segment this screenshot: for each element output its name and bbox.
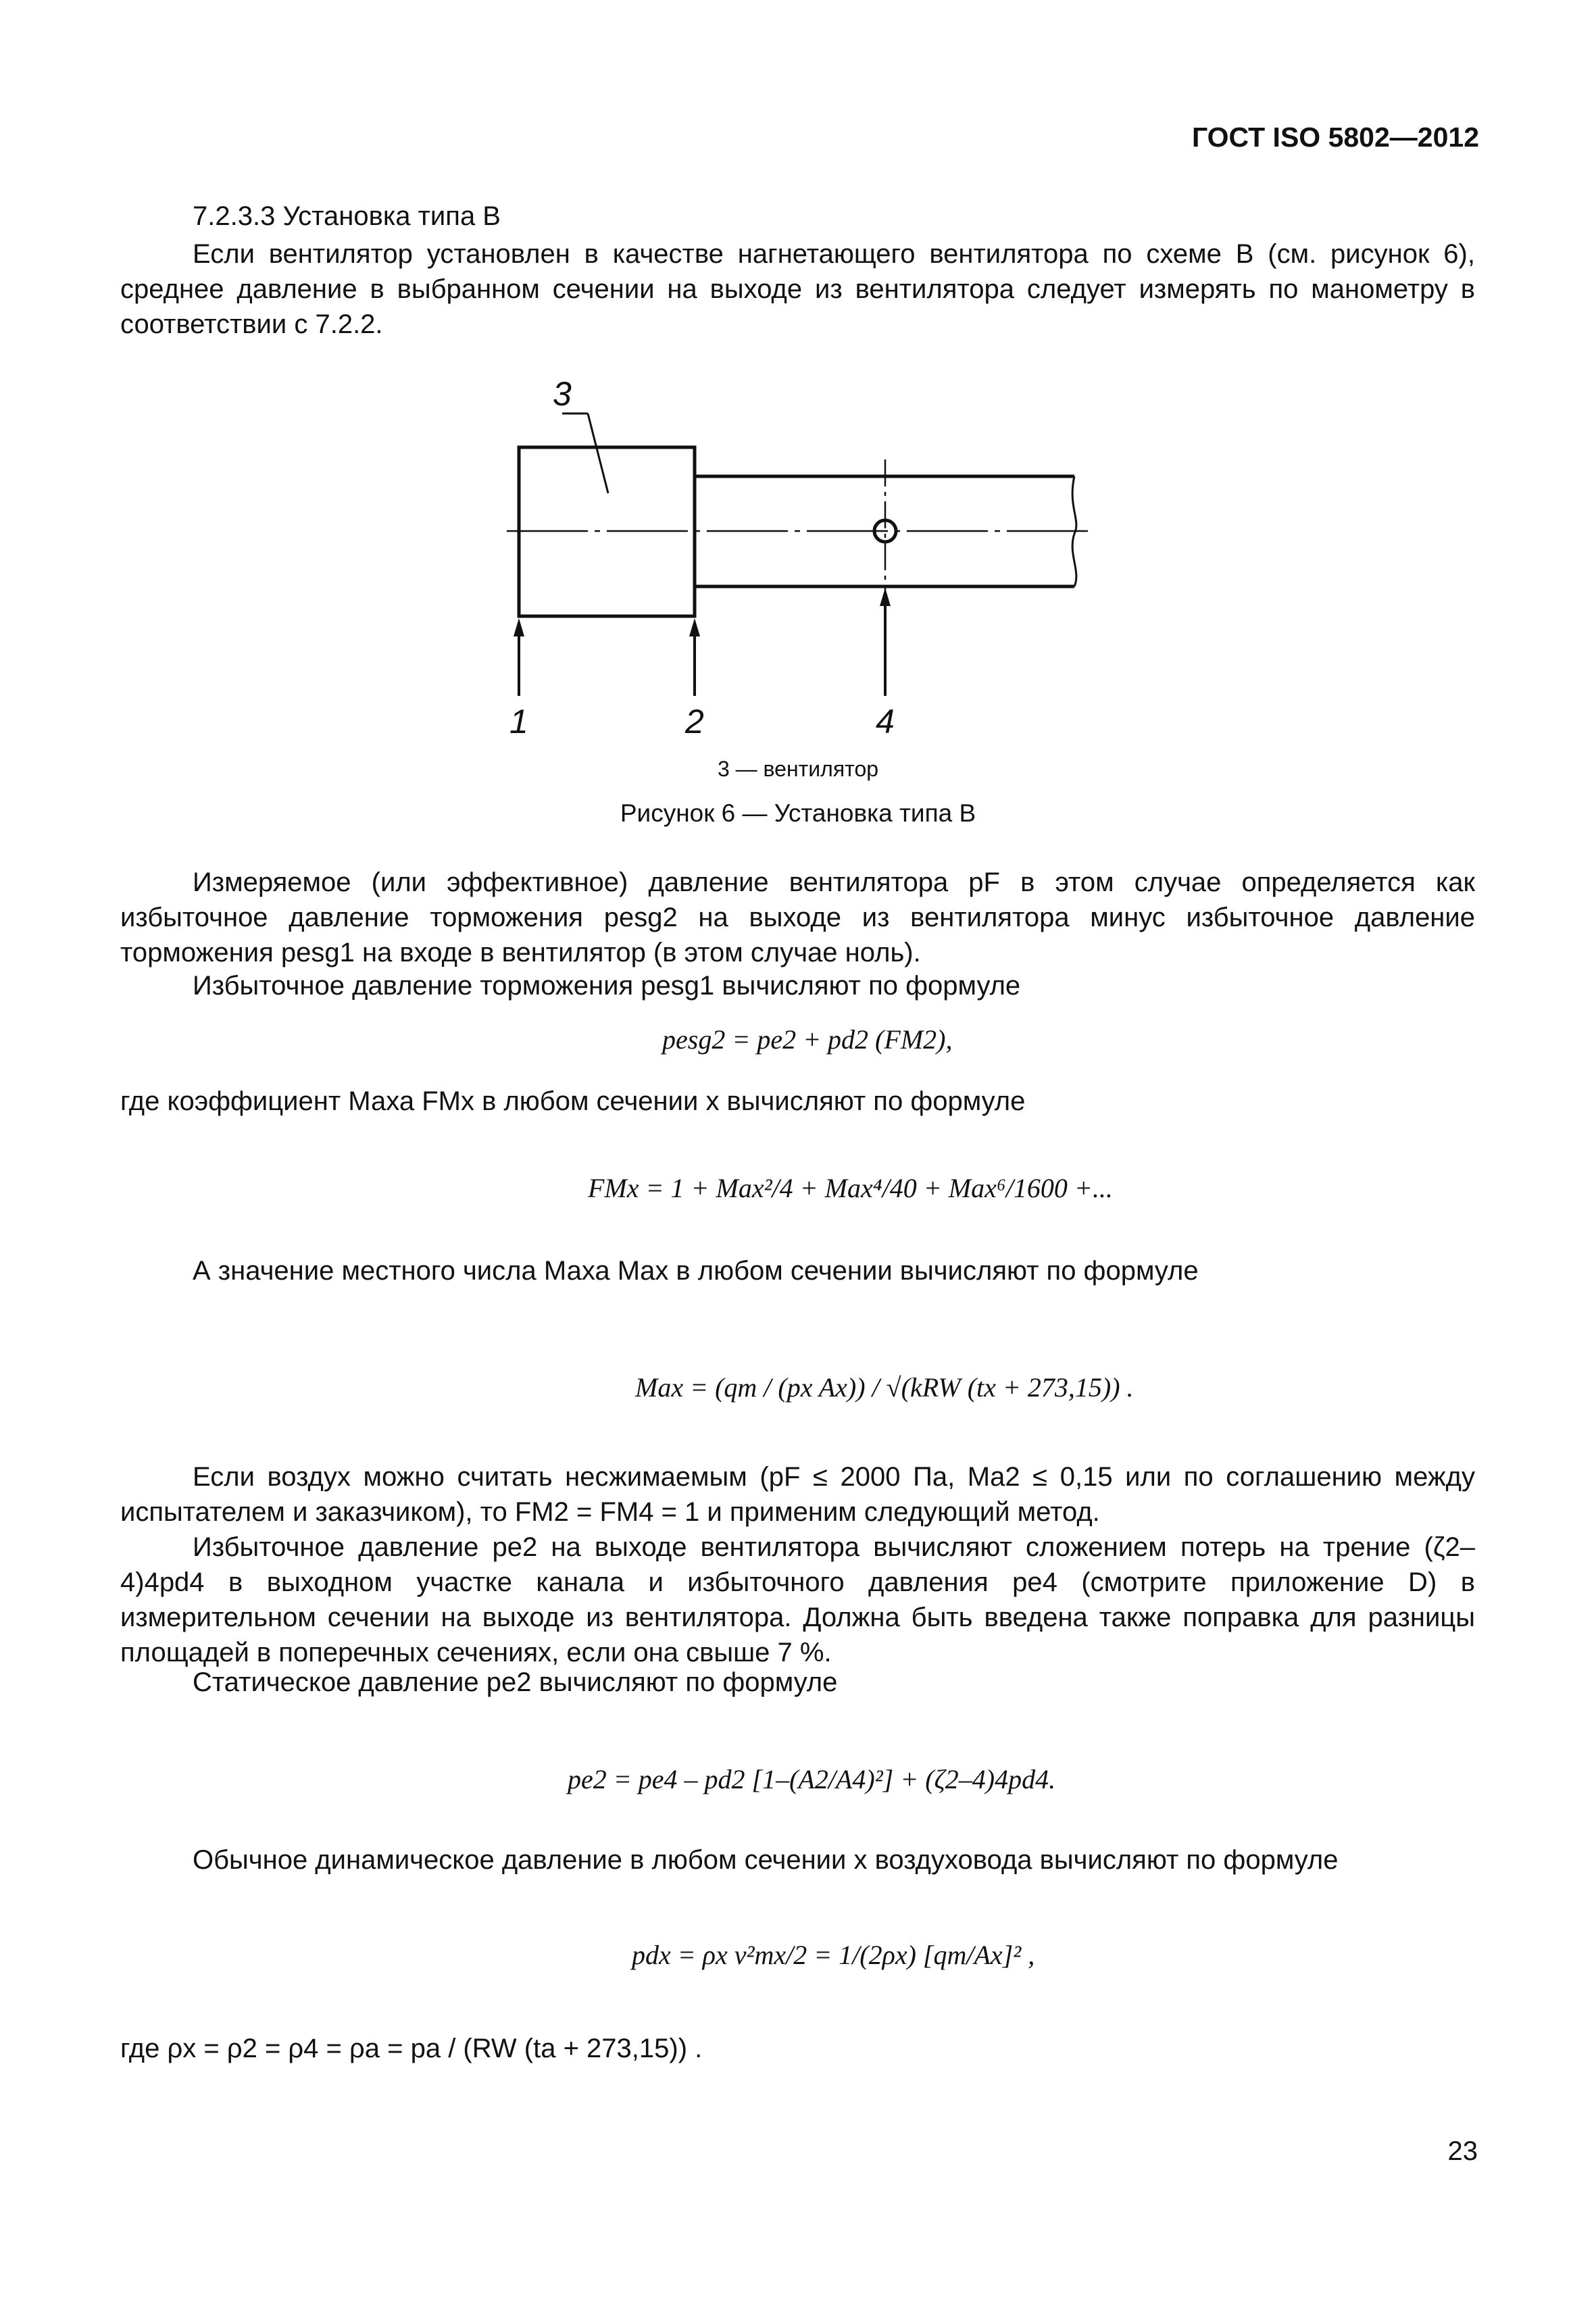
formula-static-pressure: pe2 = pe4 – pd2 [1–(A2/A4)²] + (ζ2–4)4pd4. (568, 1764, 1056, 1794)
paragraph-3 (120, 1084, 1475, 1119)
paragraph-2-text: Избыточное давление торможения pesg1 вычисляют по формуле (193, 971, 1021, 1001)
label-3-leader (562, 413, 608, 493)
paragraph-7 (120, 1665, 1475, 1700)
figure-caption: Рисунок 6 — Установка типа В (620, 799, 976, 827)
label-4: 4 (876, 703, 895, 740)
paragraph-1 (120, 865, 1475, 970)
intro-paragraph (120, 236, 1475, 342)
label-2: 2 (685, 703, 704, 740)
paragraph-5-text: Если воздух можно считать несжимаемым (pF ≤ 2000 Па, Ma2 ≤ 0,15 или по соглашению между испытателем и заказчиком), то FM2 = FM4 = 1 и применим следующий метод. (120, 1462, 1475, 1527)
formula-density: где ρx = ρ2 = ρ4 = ρa = pa / (RW (ta + 273,15)) . (120, 2034, 703, 2063)
page-number: 23 (1447, 2136, 1478, 2166)
paragraph-8-text: Обычное динамическое давление в любом сечении x воздуховода вычисляют по формуле (193, 1845, 1339, 1875)
label-3: 3 (553, 375, 572, 413)
paragraph-3-text: где коэффициент Маха FMx в любом сечении x вычисляют по формуле (120, 1086, 1026, 1116)
paragraph-6-text: Избыточное давление pe2 на выходе вентилятора вычисляют сложением потерь на трение (ζ2–4)4pd4 в выходном участке канала и избыточного давления pe4 (смотрите приложение D) в измерительном сечении на выходе из вентилятора. Должна быть введена также поправка для разницы площадей в поперечных сечениях, если она свыше 7 %. (120, 1532, 1475, 1667)
figure-6 (493, 372, 1101, 750)
standard-header: ГОСТ ISO 5802—2012 (1191, 122, 1479, 153)
label-1: 1 (509, 703, 528, 740)
formula-mach-number: Max = (qm / (px Ax)) / √(kRW (tx + 273,15)) . (635, 1372, 1134, 1403)
section-heading: 7.2.3.3 Установка типа В (193, 201, 501, 231)
formula-mach-coefficient: FMx = 1 + Max²/4 + Max⁴/40 + Max⁶/1600 +... (588, 1173, 1113, 1203)
paragraph-6 (120, 1530, 1475, 1670)
formula-dynamic-pressure: pdx = ρx v²mx/2 = 1/(2ρx) [qm/Ax]² , (632, 1940, 1035, 1970)
paragraph-2 (120, 968, 1475, 1003)
paragraph-4-text: А значение местного числа Маха Max в любом сечении вычисляют по формуле (193, 1256, 1199, 1286)
paragraph-7-text: Статическое давление pe2 вычисляют по формуле (193, 1667, 838, 1697)
formula-pesg2: pesg2 = pe2 + pd2 (FM2), (662, 1024, 953, 1055)
intro-text: Если вентилятор установлен в качестве нагнетающего вентилятора по схеме В (см. рисунок 6), среднее давление в выбранном сечении на выходе из вентилятора следует измерять по манометру в соответствии с 7.2.2. (120, 239, 1475, 339)
installation-diagram (493, 372, 1101, 750)
figure-legend: 3 — вентилятор (717, 757, 879, 781)
paragraph-1-text: Измеряемое (или эффективное) давление вентилятора pF в этом случае определяется как избыточное давление торможения pesg2 на выходе из вентилятора минус избыточное давление торможения pesg1 на входе в вентилятор (в этом случае ноль). (120, 867, 1475, 967)
paragraph-8 (120, 1842, 1475, 1878)
paragraph-4 (120, 1253, 1475, 1288)
paragraph-5 (120, 1459, 1475, 1530)
